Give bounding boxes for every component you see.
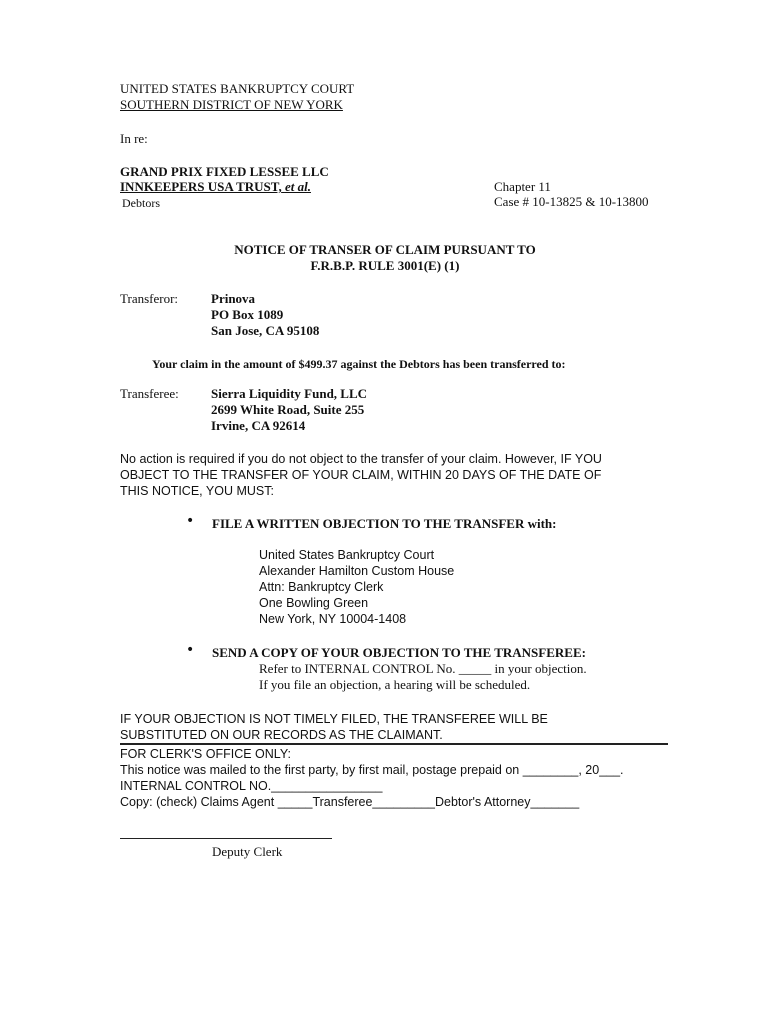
debtors-label: Debtors [122, 196, 160, 210]
court-address-line2: Alexander Hamilton Custom House [259, 564, 455, 578]
notice-paragraph-line3: THIS NOTICE, YOU MUST: [120, 484, 274, 498]
notice-title-line2: F.R.B.P. RULE 3001(E) (1) [310, 258, 460, 273]
debtor-name-line1: GRAND PRIX FIXED LESSEE LLC [120, 164, 329, 179]
bullet1-heading: FILE A WRITTEN OBJECTION TO THE TRANSFER with: [212, 516, 557, 531]
notice-paragraph-line2: OBJECT TO THE TRANSFER OF YOUR CLAIM, WITHIN 20 DAYS OF THE DATE OF [120, 468, 602, 482]
transferee-address2: Irvine, CA 92614 [211, 418, 306, 433]
bullet2-line2: If you file an objection, a hearing will be scheduled. [259, 677, 531, 692]
transferor-address2: San Jose, CA 95108 [211, 323, 320, 338]
signature-line [120, 838, 332, 839]
transferor-address1: PO Box 1089 [211, 307, 284, 322]
in-re-label: In re: [120, 131, 148, 146]
internal-control-line: INTERNAL CONTROL NO.________________ [120, 779, 383, 793]
court-address-line5: New York, NY 10004-1408 [259, 612, 407, 626]
mailed-line: This notice was mailed to the first party, by first mail, postage prepaid on ________, 20___. [120, 763, 624, 777]
bullet2-line1: Refer to INTERNAL CONTROL No. _____ in your objection. [259, 661, 587, 676]
court-district: SOUTHERN DISTRICT OF NEW YORK [120, 97, 343, 112]
claim-statement: Your claim in the amount of $499.37 against the Debtors has been transferred to: [152, 357, 566, 371]
case-number: Case # 10-13825 & 10-13800 [494, 194, 649, 209]
debtor-name-line2 [120, 179, 311, 195]
copy-line: Copy: (check) Claims Agent _____Transferee_________Debtor's Attorney_______ [120, 795, 580, 809]
notice-title-line1: NOTICE OF TRANSER OF CLAIM PURSUANT TO [234, 242, 536, 257]
court-address-line3: Attn: Bankruptcy Clerk [259, 580, 384, 594]
transferee-label: Transferee: [120, 386, 179, 401]
notice-paragraph-line1: No action is required if you do not object to the transfer of your claim. However, IF YOU [120, 452, 602, 466]
transferor-name: Prinova [211, 291, 256, 306]
bullet2-heading: SEND A COPY OF YOUR OBJECTION TO THE TRANSFEREE: [212, 645, 586, 660]
deputy-clerk-label: Deputy Clerk [212, 844, 283, 859]
debtor-name-line2-text: INNKEEPERS USA TRUST, [120, 179, 282, 194]
warning-line1: IF YOUR OBJECTION IS NOT TIMELY FILED, THE TRANSFEREE WILL BE [120, 712, 548, 726]
warning-line2: SUBSTITUTED ON OUR RECORDS AS THE CLAIMANT. [120, 728, 443, 742]
court-address-line4: One Bowling Green [259, 596, 369, 610]
court-name: UNITED STATES BANKRUPTCY COURT [120, 81, 355, 96]
transferee-address1: 2699 White Road, Suite 255 [211, 402, 365, 417]
bullet-icon: • [186, 513, 195, 529]
section-divider [120, 743, 668, 745]
bullet-icon: • [186, 642, 195, 658]
transferor-label: Transferor: [120, 291, 179, 306]
transferee-name: Sierra Liquidity Fund, LLC [211, 386, 368, 401]
clerk-office-heading: FOR CLERK'S OFFICE ONLY: [120, 747, 291, 761]
chapter-label: Chapter 11 [494, 179, 551, 194]
debtor-etal: et al. [284, 179, 311, 194]
court-address-line1: United States Bankruptcy Court [259, 548, 435, 562]
